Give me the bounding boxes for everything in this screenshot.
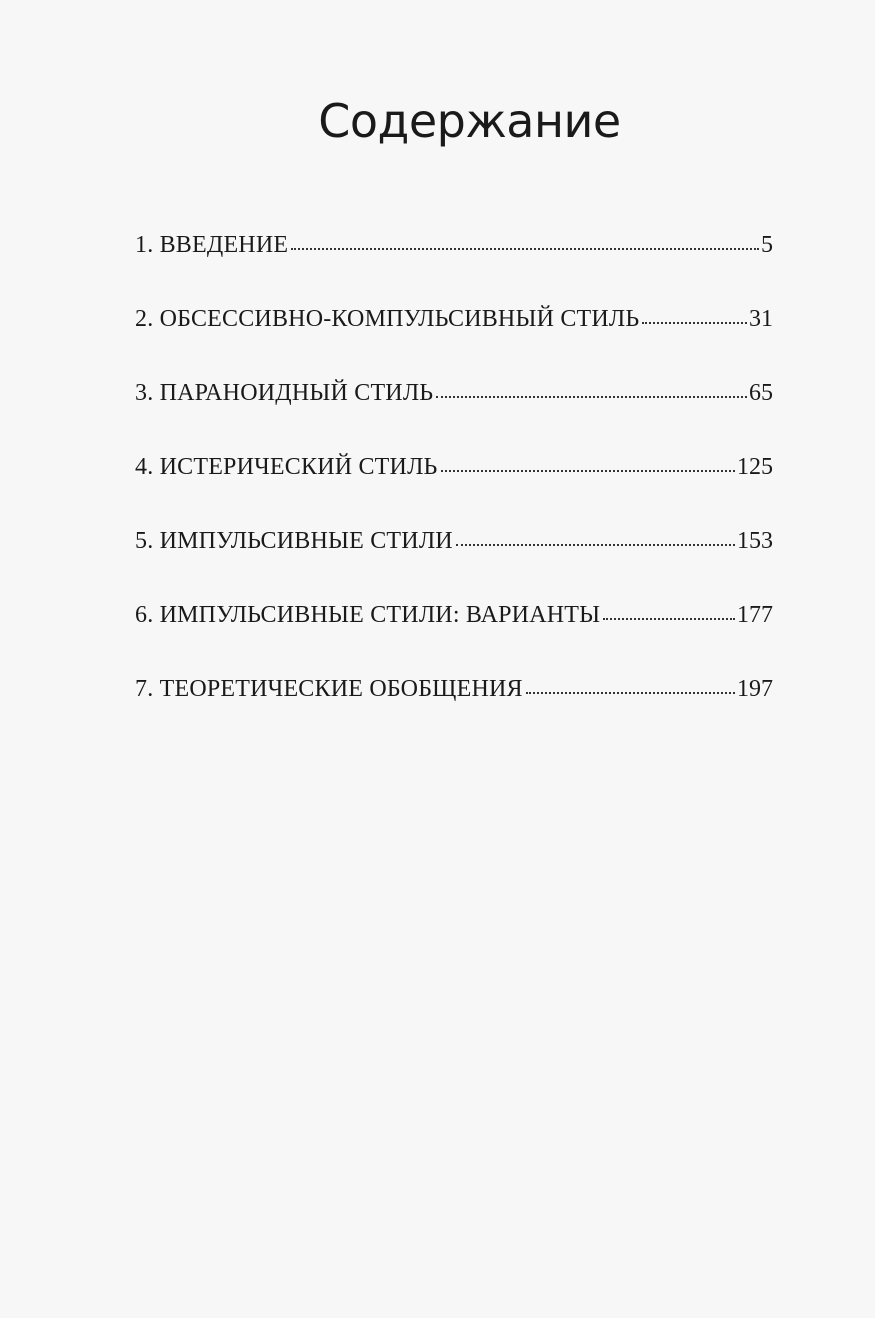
toc-page-number: 65 xyxy=(749,380,773,406)
toc-entry[interactable] xyxy=(135,299,773,373)
toc-entry[interactable] xyxy=(135,669,773,743)
toc-page-number: 31 xyxy=(749,306,773,332)
page-title: Содержание xyxy=(318,94,621,148)
toc-entry-label: 2. ОБСЕССИВНО-КОМПУЛЬСИВНЫЙ СТИЛЬ xyxy=(135,306,640,332)
toc-page-number: 5 xyxy=(761,232,773,258)
dot-leader xyxy=(642,322,747,324)
dot-leader xyxy=(603,618,735,620)
toc-entry-label: 1. ВВЕДЕНИЕ xyxy=(135,232,289,258)
toc-entry-label: 7. ТЕОРЕТИЧЕСКИЕ ОБОБЩЕНИЯ xyxy=(135,676,523,702)
toc-entry-label: 3. ПАРАНОИДНЫЙ СТИЛЬ xyxy=(135,380,434,406)
dot-leader xyxy=(441,470,735,472)
toc-entry[interactable] xyxy=(135,595,773,669)
table-of-contents xyxy=(135,225,773,743)
toc-page-number: 177 xyxy=(737,602,773,628)
toc-page-number: 153 xyxy=(737,528,773,554)
toc-entry[interactable] xyxy=(135,447,773,521)
dot-leader xyxy=(436,396,747,398)
toc-entry-label: 6. ИМПУЛЬСИВНЫЕ СТИЛИ: ВАРИАНТЫ xyxy=(135,602,601,628)
toc-page-number: 125 xyxy=(737,454,773,480)
toc-entry[interactable] xyxy=(135,521,773,595)
dot-leader xyxy=(526,692,735,694)
toc-entry[interactable] xyxy=(135,373,773,447)
toc-entry-label: 4. ИСТЕРИЧЕСКИЙ СТИЛЬ xyxy=(135,454,438,480)
toc-page-number: 197 xyxy=(737,676,773,702)
dot-leader xyxy=(456,544,735,546)
toc-entry-label: 5. ИМПУЛЬСИВНЫЕ СТИЛИ xyxy=(135,528,453,554)
toc-entry[interactable] xyxy=(135,225,773,299)
dot-leader xyxy=(291,248,759,250)
